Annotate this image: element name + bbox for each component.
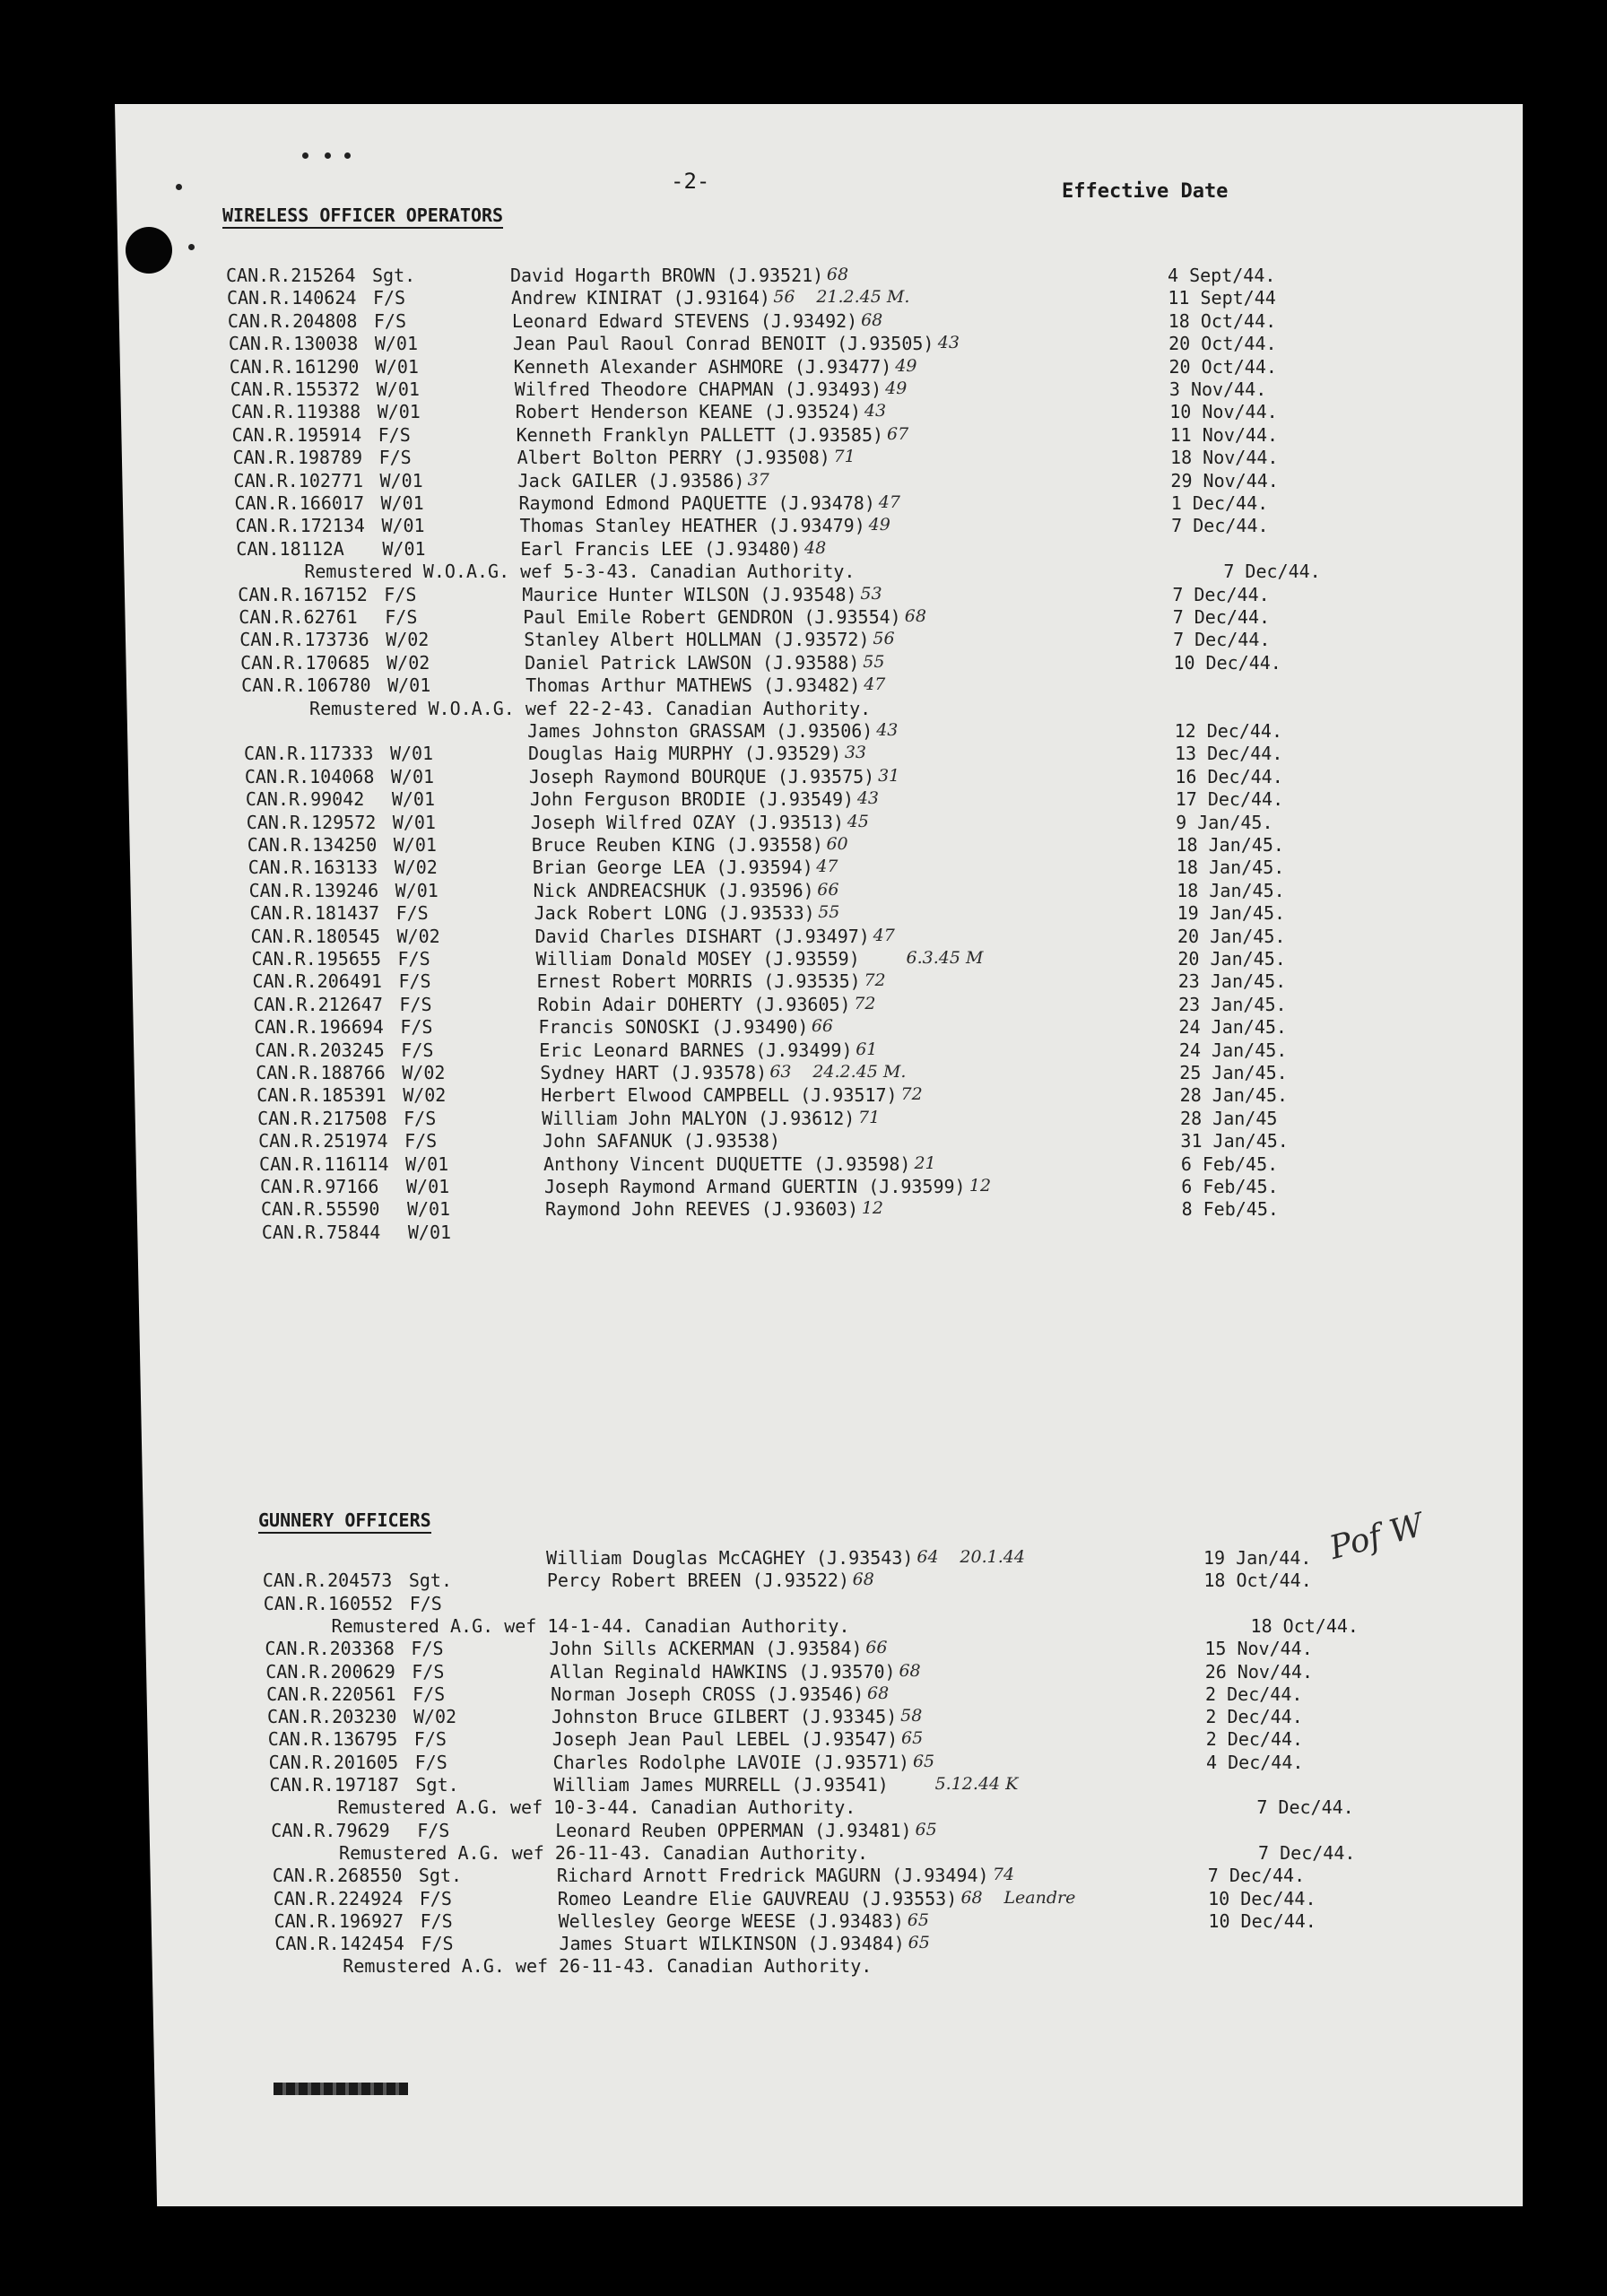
officer-name: Robert Henderson KEANE (J.93524) bbox=[515, 401, 861, 423]
officer-name: Norman Joseph CROSS (J.93546) bbox=[551, 1683, 864, 1705]
effective-date: 18 Jan/45. bbox=[1177, 879, 1285, 901]
handwritten-mark: 53 bbox=[860, 583, 882, 604]
remuster-note bbox=[343, 1955, 872, 1978]
service-number: CAN.R.104068 bbox=[244, 765, 375, 787]
officer-name: John Sills ACKERMAN (J.93584) bbox=[549, 1638, 863, 1660]
effective-date-header: Effective Date bbox=[1062, 180, 1229, 203]
remuster-note bbox=[337, 1796, 1354, 1819]
rank: F/S bbox=[414, 1751, 447, 1773]
rank: W/02 bbox=[387, 651, 430, 674]
officer-name: Nick ANDREACSHUK (J.93596) bbox=[533, 879, 814, 901]
service-number: CAN.R.251974 bbox=[258, 1130, 388, 1152]
effective-date: 11 Nov/44. bbox=[1169, 423, 1279, 446]
handwritten-margin-note: Pof W bbox=[1325, 1506, 1428, 1568]
rank: F/S bbox=[420, 1909, 453, 1932]
rank: F/S bbox=[372, 287, 406, 309]
service-number: CAN.R.268550 bbox=[272, 1865, 403, 1887]
officer-name: Kenneth Franklyn PALLETT (J.93585) bbox=[516, 423, 884, 446]
handwritten-mark: 43 bbox=[937, 333, 960, 353]
handwritten-mark: 68 bbox=[960, 1887, 983, 1908]
effective-date: 20 Jan/45. bbox=[1177, 948, 1286, 970]
effective-date: 16 Dec/44. bbox=[1175, 765, 1283, 787]
service-number: CAN.R.129572 bbox=[246, 811, 377, 833]
service-number: CAN.R.99042 bbox=[245, 788, 365, 811]
rank: F/S bbox=[401, 1039, 434, 1061]
effective-date: 20 Jan/45. bbox=[1177, 925, 1286, 947]
service-number: CAN.R.180545 bbox=[250, 925, 381, 947]
handwritten-mark: 31 bbox=[878, 765, 900, 786]
effective-date: 17 Dec/44. bbox=[1175, 788, 1284, 811]
rank: Sgt. bbox=[408, 1570, 453, 1592]
section-title-gunnery: GUNNERY OFFICERS bbox=[258, 1509, 431, 1534]
remuster-text: Remustered W.O.A.G. wef 5-3-43. Canadian Authority. bbox=[304, 561, 856, 583]
service-number: CAN.R.134250 bbox=[247, 834, 378, 856]
rank: F/S bbox=[400, 1016, 433, 1039]
effective-date: 7 Dec/44. bbox=[1173, 629, 1271, 651]
page-number: -2- bbox=[671, 169, 710, 194]
remuster-text: Remustered A.G. wef 26-11-43. Canadian Authority. bbox=[339, 1841, 869, 1864]
service-number: CAN.R.140624 bbox=[226, 287, 357, 309]
officer-name: Jean Paul Raoul Conrad BENOIT (J.93505) bbox=[512, 333, 934, 355]
service-number: CAN.R.170685 bbox=[240, 651, 370, 674]
rank: W/01 bbox=[405, 1152, 449, 1175]
service-number: CAN.R.116114 bbox=[259, 1152, 389, 1175]
rank: F/S bbox=[384, 583, 417, 605]
effective-date: 18 Jan/45. bbox=[1176, 857, 1285, 879]
rank: F/S bbox=[419, 1887, 452, 1909]
service-number: CAN.R.172134 bbox=[235, 515, 365, 537]
service-number: CAN.R.102771 bbox=[233, 469, 364, 491]
remuster-note bbox=[339, 1841, 1356, 1865]
effective-date: 15 Nov/44. bbox=[1204, 1638, 1313, 1660]
service-number: CAN.R.119388 bbox=[230, 401, 361, 423]
effective-date: 31 Jan/45. bbox=[1180, 1130, 1289, 1152]
service-number: CAN.R.220561 bbox=[266, 1683, 396, 1705]
effective-date: 3 Nov/44. bbox=[1168, 378, 1267, 400]
remuster-text: Remustered W.O.A.G. wef 22-2-43. Canadian Authority. bbox=[309, 697, 872, 719]
service-number: CAN.R.160552 bbox=[263, 1592, 394, 1614]
effective-date: 1 Dec/44. bbox=[1170, 492, 1269, 514]
effective-date: 23 Jan/45. bbox=[1178, 993, 1287, 1015]
service-number: CAN.R.181437 bbox=[249, 902, 380, 925]
rank: W/02 bbox=[386, 629, 430, 651]
officer-name: Kenneth Alexander ASHMORE (J.93477) bbox=[513, 355, 892, 378]
punch-hole bbox=[126, 227, 172, 274]
rank: Sgt. bbox=[415, 1774, 459, 1796]
rank: W/02 bbox=[394, 857, 438, 879]
handwritten-mark: 60 bbox=[826, 834, 848, 854]
officer-name: Daniel Patrick LAWSON (J.93588) bbox=[525, 651, 860, 674]
rank: W/02 bbox=[403, 1084, 447, 1107]
handwritten-mark: 72 bbox=[854, 993, 876, 1013]
rank: W/01 bbox=[390, 765, 435, 787]
officer-name: Thomas Stanley HEATHER (J.93479) bbox=[519, 515, 865, 537]
effective-date: 11 Sept/44 bbox=[1168, 287, 1276, 309]
rank: W/02 bbox=[413, 1706, 457, 1728]
handwritten-mark: 68 bbox=[866, 1683, 890, 1703]
service-number: CAN.R.161290 bbox=[229, 355, 360, 378]
rank: Sgt. bbox=[372, 265, 416, 286]
effective-date: 8 Feb/45. bbox=[1181, 1198, 1279, 1221]
handwritten-note: 21.2.45 M. bbox=[816, 287, 910, 308]
effective-date: 7 Dec/44. bbox=[1223, 561, 1321, 583]
handwritten-mark: 68 bbox=[826, 265, 849, 284]
service-number: CAN.R.198789 bbox=[232, 447, 363, 469]
handwritten-mark: 47 bbox=[816, 857, 838, 877]
handwritten-mark: 33 bbox=[844, 743, 867, 763]
handwritten-mark: 63 bbox=[769, 1062, 792, 1082]
rank: W/01 bbox=[392, 811, 436, 833]
service-number: CAN.R.163133 bbox=[248, 857, 378, 879]
service-number: CAN.R.62761 bbox=[239, 606, 358, 628]
service-number: CAN.R.155372 bbox=[230, 378, 360, 400]
service-number: CAN.R.117333 bbox=[243, 743, 374, 765]
effective-date: 28 Jan/45 bbox=[1180, 1107, 1278, 1129]
speck bbox=[344, 152, 351, 159]
officer-name: Paul Emile Robert GENDRON (J.93554) bbox=[523, 606, 901, 628]
effective-date: 7 Dec/44. bbox=[1256, 1796, 1354, 1819]
handwritten-note: 6.3.45 M bbox=[906, 948, 984, 968]
rank: W/01 bbox=[381, 515, 425, 537]
handwritten-mark: 67 bbox=[887, 423, 909, 444]
rank: W/01 bbox=[380, 492, 424, 514]
rank: W/01 bbox=[376, 378, 420, 400]
remuster-note bbox=[309, 698, 871, 720]
service-number: CAN.R.188766 bbox=[256, 1062, 386, 1083]
service-number: CAN.R.217508 bbox=[257, 1107, 387, 1129]
rank: F/S bbox=[413, 1683, 446, 1705]
effective-date: 25 Jan/45. bbox=[1179, 1062, 1288, 1083]
effective-date: 18 Nov/44. bbox=[1170, 447, 1279, 469]
service-number: CAN.R.195655 bbox=[251, 948, 381, 970]
service-number: CAN.R.196927 bbox=[274, 1909, 404, 1932]
handwritten-mark: 71 bbox=[858, 1107, 881, 1127]
handwritten-mark: 47 bbox=[864, 674, 886, 695]
effective-date: 19 Jan/44. bbox=[1203, 1547, 1312, 1569]
handwritten-note: Leandre bbox=[1003, 1887, 1076, 1908]
effective-date: 7 Dec/44. bbox=[1172, 583, 1270, 605]
officer-name: James Johnston GRASSAM (J.93506) bbox=[527, 720, 873, 742]
handwritten-mark: 71 bbox=[833, 447, 856, 467]
rank: W/01 bbox=[382, 537, 426, 560]
service-number: CAN.R.79629 bbox=[271, 1819, 390, 1841]
handwritten-mark: 65 bbox=[908, 1933, 930, 1953]
officer-name: Albert Bolton PERRY (J.93508) bbox=[517, 447, 830, 469]
officer-name: Francis SONOSKI (J.93490) bbox=[538, 1016, 809, 1039]
rank: F/S bbox=[413, 1728, 447, 1751]
service-number: CAN.R.195914 bbox=[231, 423, 362, 446]
rank: F/S bbox=[397, 948, 430, 970]
speck bbox=[176, 184, 182, 190]
handwritten-mark: 66 bbox=[817, 879, 839, 900]
rank: F/S bbox=[417, 1819, 450, 1841]
rank: F/S bbox=[378, 447, 412, 469]
handwritten-mark: 21 bbox=[914, 1152, 936, 1173]
rank: W/01 bbox=[406, 1176, 450, 1197]
effective-date: 4 Dec/44. bbox=[1206, 1751, 1304, 1773]
service-number: CAN.R.200629 bbox=[265, 1660, 395, 1683]
officer-name: Joseph Raymond Armand GUERTIN (J.93599) bbox=[544, 1176, 966, 1197]
officer-name: Thomas Arthur MATHEWS (J.93482) bbox=[526, 674, 861, 697]
effective-date: 18 Jan/45. bbox=[1176, 834, 1284, 856]
rank: W/02 bbox=[396, 925, 440, 947]
rank: F/S bbox=[404, 1107, 437, 1129]
effective-date: 9 Jan/45. bbox=[1176, 811, 1273, 833]
officer-name: Leonard Edward STEVENS (J.93492) bbox=[511, 309, 858, 332]
handwritten-mark: 61 bbox=[856, 1039, 878, 1059]
officer-name: Percy Robert BREEN (J.93522) bbox=[546, 1570, 849, 1592]
effective-date: 20 Oct/44. bbox=[1168, 355, 1277, 378]
handwritten-mark: 37 bbox=[747, 469, 769, 490]
service-number: CAN.R.206491 bbox=[252, 970, 382, 993]
handwritten-mark: 65 bbox=[900, 1728, 924, 1749]
officer-name: Earl Francis LEE (J.93480) bbox=[520, 537, 802, 560]
typed-strikeout bbox=[274, 2083, 408, 2095]
handwritten-mark: 56 bbox=[773, 287, 795, 308]
service-number: CAN.R.97166 bbox=[260, 1176, 379, 1197]
handwritten-mark: 47 bbox=[878, 492, 900, 512]
effective-date: 2 Dec/44. bbox=[1205, 1706, 1303, 1728]
section-title-wireless: WIRELESS OFFICER OPERATORS bbox=[222, 204, 503, 229]
effective-date: 13 Dec/44. bbox=[1174, 743, 1283, 765]
handwritten-mark: 49 bbox=[868, 515, 890, 535]
handwritten-mark: 49 bbox=[895, 355, 917, 376]
officer-name: William Donald MOSEY (J.93559) bbox=[535, 948, 860, 970]
effective-date: 10 Nov/44. bbox=[1169, 401, 1278, 423]
rank: Sgt. bbox=[418, 1865, 463, 1887]
effective-date: 2 Dec/44. bbox=[1205, 1728, 1304, 1751]
rank: W/01 bbox=[395, 879, 439, 901]
handwritten-mark: 72 bbox=[864, 970, 886, 991]
service-number: CAN.R.55590 bbox=[260, 1198, 380, 1221]
handwritten-mark: 72 bbox=[900, 1084, 923, 1105]
officer-name: Bruce Reuben KING (J.93558) bbox=[531, 834, 823, 856]
rank: F/S bbox=[395, 902, 429, 925]
officer-name: Andrew KINIRAT (J.93164) bbox=[510, 287, 770, 309]
rank: F/S bbox=[409, 1592, 442, 1614]
service-number: CAN.R.203230 bbox=[266, 1706, 397, 1728]
officer-name: Anthony Vincent DUQUETTE (J.93598) bbox=[543, 1152, 911, 1175]
handwritten-mark: 55 bbox=[818, 902, 840, 923]
officer-name: Raymond Edmond PAQUETTE (J.93478) bbox=[518, 492, 875, 514]
effective-date: 18 Oct/44. bbox=[1203, 1570, 1312, 1592]
service-number: CAN.R.139246 bbox=[248, 879, 379, 901]
handwritten-mark: 65 bbox=[912, 1751, 935, 1771]
officer-name: Jack GAILER (J.93586) bbox=[517, 469, 745, 491]
effective-date: 19 Jan/45. bbox=[1177, 902, 1286, 925]
officer-name: William John MALYON (J.93612) bbox=[542, 1107, 856, 1129]
officer-name: Brian George LEA (J.93594) bbox=[532, 857, 813, 879]
handwritten-mark: 45 bbox=[847, 811, 869, 831]
service-number: CAN.R.215264 bbox=[226, 265, 356, 286]
service-number: CAN.R.224924 bbox=[273, 1887, 404, 1909]
rank: F/S bbox=[378, 423, 411, 446]
officer-name: Herbert Elwood CAMPBELL (J.93517) bbox=[541, 1084, 898, 1107]
handwritten-note: 24.2.45 M. bbox=[812, 1062, 907, 1082]
officer-name: William Douglas McCAGHEY (J.93543) bbox=[546, 1547, 914, 1569]
handwritten-mark: 68 bbox=[904, 606, 926, 626]
officer-name: William James MURRELL (J.93541) bbox=[553, 1774, 889, 1796]
officer-name: Robin Adair DOHERTY (J.93605) bbox=[537, 993, 851, 1015]
handwritten-mark: 43 bbox=[856, 788, 880, 809]
officer-name: Wilfred Theodore CHAPMAN (J.93493) bbox=[514, 378, 882, 400]
officer-name: Stanley Albert HOLLMAN (J.93572) bbox=[524, 629, 870, 651]
handwritten-mark: 47 bbox=[873, 925, 895, 945]
effective-date: 10 Dec/44. bbox=[1208, 1887, 1316, 1909]
effective-date: 10 Dec/44. bbox=[1208, 1909, 1316, 1932]
remuster-note bbox=[304, 561, 1321, 583]
effective-date: 12 Dec/44. bbox=[1174, 720, 1283, 742]
remuster-text: Remustered A.G. wef 10-3-44. Canadian Authority. bbox=[337, 1796, 856, 1819]
rank: W/01 bbox=[377, 401, 421, 423]
service-number: CAN.R.173736 bbox=[239, 629, 369, 651]
handwritten-mark: 43 bbox=[876, 720, 899, 740]
rank: W/01 bbox=[407, 1221, 452, 1243]
officer-name: Wellesley George WEESE (J.93483) bbox=[558, 1909, 904, 1932]
service-number: CAN.R.142454 bbox=[274, 1933, 404, 1955]
officer-name: Leonard Reuben OPPERMAN (J.93481) bbox=[555, 1819, 912, 1841]
handwritten-mark: 68 bbox=[852, 1570, 874, 1590]
rank: F/S bbox=[404, 1130, 438, 1152]
handwritten-mark: 65 bbox=[915, 1819, 937, 1839]
remuster-note bbox=[331, 1614, 1359, 1638]
officer-name: Raymond John REEVES (J.93603) bbox=[544, 1198, 859, 1221]
remuster-text: Remustered A.G. wef 26-11-43. Canadian Authority. bbox=[343, 1955, 873, 1978]
effective-date: 24 Jan/45. bbox=[1178, 1039, 1288, 1061]
rank: W/02 bbox=[402, 1062, 446, 1083]
officer-name: Joseph Wilfred OZAY (J.93513) bbox=[530, 811, 844, 833]
officer-name: Allan Reginald HAWKINS (J.93570) bbox=[550, 1660, 896, 1683]
effective-date: 6 Feb/45. bbox=[1181, 1176, 1279, 1197]
handwritten-mark: 64 bbox=[916, 1547, 939, 1567]
handwritten-mark: 48 bbox=[804, 537, 827, 558]
remuster-text: Remustered A.G. wef 14-1-44. Canadian Authority. bbox=[331, 1614, 850, 1637]
handwritten-note: 5.12.44 K bbox=[934, 1774, 1019, 1794]
service-number: CAN.R.75844 bbox=[261, 1221, 381, 1243]
service-number: CAN.R.197187 bbox=[269, 1774, 399, 1796]
speck bbox=[325, 152, 331, 159]
service-number: CAN.R.204808 bbox=[227, 309, 358, 332]
handwritten-mark: 65 bbox=[907, 1909, 929, 1930]
rank: W/01 bbox=[387, 674, 431, 697]
effective-date: 7 Dec/44. bbox=[1172, 606, 1271, 628]
rank: F/S bbox=[385, 606, 418, 628]
effective-date: 18 Oct/44. bbox=[1250, 1614, 1359, 1637]
service-number: CAN.R.201605 bbox=[268, 1751, 399, 1773]
handwritten-mark: 66 bbox=[865, 1638, 888, 1658]
officer-name: Charles Rodolphe LAVOIE (J.93571) bbox=[552, 1751, 909, 1773]
effective-date: 7 Dec/44. bbox=[1171, 515, 1269, 537]
rank: F/S bbox=[399, 993, 432, 1015]
service-number: CAN.R.196694 bbox=[254, 1016, 384, 1039]
effective-date: 24 Jan/45. bbox=[1178, 1016, 1287, 1039]
officer-name: Maurice Hunter WILSON (J.93548) bbox=[522, 583, 857, 605]
rank: F/S bbox=[421, 1933, 454, 1955]
officer-name: David Hogarth BROWN (J.93521) bbox=[510, 265, 824, 286]
handwritten-mark: 49 bbox=[885, 378, 908, 398]
service-number: CAN.R.203245 bbox=[255, 1039, 385, 1061]
officer-name: Ernest Robert MORRIS (J.93535) bbox=[536, 970, 861, 993]
rank: F/S bbox=[398, 970, 431, 993]
officer-name: Eric Leonard BARNES (J.93499) bbox=[539, 1039, 853, 1061]
rank: F/S bbox=[412, 1660, 445, 1683]
effective-date: 7 Dec/44. bbox=[1258, 1841, 1356, 1864]
handwritten-mark: 68 bbox=[861, 309, 883, 330]
service-number: CAN.R.136795 bbox=[267, 1728, 398, 1751]
effective-date: 23 Jan/45. bbox=[1177, 970, 1287, 993]
officer-name: Jack Robert LONG (J.93533) bbox=[534, 902, 815, 925]
rank: W/01 bbox=[389, 743, 434, 765]
handwritten-mark: 66 bbox=[811, 1016, 834, 1037]
service-number: CAN.R.203368 bbox=[265, 1638, 395, 1660]
rank: W/01 bbox=[375, 355, 419, 378]
effective-date: 4 Sept/44. bbox=[1168, 265, 1276, 286]
officer-name: John Ferguson BRODIE (J.93549) bbox=[529, 788, 855, 811]
handwritten-mark: 56 bbox=[873, 629, 895, 649]
officer-name: Joseph Jean Paul LEBEL (J.93547) bbox=[552, 1728, 899, 1751]
effective-date: 29 Nov/44. bbox=[1170, 469, 1279, 491]
service-number: CAN.R.130038 bbox=[228, 333, 359, 355]
service-number: CAN.R.106780 bbox=[241, 674, 371, 697]
handwritten-mark: 55 bbox=[863, 651, 885, 672]
effective-date: 7 Dec/44. bbox=[1207, 1865, 1306, 1887]
officer-name: John SAFANUK (J.93538) bbox=[543, 1130, 780, 1152]
rank: W/01 bbox=[391, 788, 436, 811]
effective-date: 6 Feb/45. bbox=[1180, 1152, 1279, 1175]
speck bbox=[188, 244, 195, 250]
effective-date: 26 Nov/44. bbox=[1204, 1660, 1314, 1683]
service-number: CAN.R.166017 bbox=[234, 492, 364, 514]
handwritten-mark: 12 bbox=[969, 1176, 992, 1196]
rank: W/01 bbox=[379, 469, 423, 491]
service-number: CAN.R.212647 bbox=[253, 993, 383, 1015]
officer-name: Richard Arnott Fredrick MAGURN (J.93494) bbox=[556, 1865, 989, 1887]
effective-date: 18 Oct/44. bbox=[1168, 309, 1277, 332]
rank: W/01 bbox=[406, 1198, 451, 1221]
handwritten-note: 20.1.44 bbox=[960, 1547, 1025, 1567]
service-number: CAN.18112A bbox=[236, 537, 344, 560]
rank: F/S bbox=[373, 309, 407, 332]
rank: W/01 bbox=[393, 834, 437, 856]
handwritten-mark: 68 bbox=[899, 1660, 921, 1681]
effective-date: 2 Dec/44. bbox=[1205, 1683, 1303, 1705]
officer-name: Douglas Haig MURPHY (J.93529) bbox=[527, 743, 842, 765]
rank: F/S bbox=[411, 1638, 444, 1660]
officer-name: Johnston Bruce GILBERT (J.93345) bbox=[551, 1706, 898, 1728]
officer-name: Joseph Raymond BOURQUE (J.93575) bbox=[528, 765, 875, 787]
officer-name: James Stuart WILKINSON (J.93484) bbox=[559, 1933, 905, 1955]
handwritten-mark: 43 bbox=[864, 401, 887, 422]
officer-name: David Charles DISHART (J.93497) bbox=[534, 925, 870, 947]
handwritten-mark: 74 bbox=[992, 1865, 1015, 1885]
effective-date: 28 Jan/45. bbox=[1179, 1084, 1289, 1107]
service-number: CAN.R.185391 bbox=[256, 1084, 387, 1107]
rank: W/01 bbox=[374, 333, 419, 355]
service-number: CAN.R.167152 bbox=[238, 583, 368, 605]
speck bbox=[302, 152, 308, 159]
effective-date: 20 Oct/44. bbox=[1168, 333, 1277, 355]
handwritten-mark: 12 bbox=[861, 1198, 884, 1219]
handwritten-mark: 58 bbox=[900, 1706, 923, 1726]
effective-date: 10 Dec/44. bbox=[1173, 651, 1281, 674]
officer-name: Sydney HART (J.93578) bbox=[540, 1062, 768, 1083]
officer-name: Romeo Leandre Elie GAUVREAU (J.93553) bbox=[557, 1887, 958, 1909]
service-number: CAN.R.204573 bbox=[262, 1570, 393, 1592]
